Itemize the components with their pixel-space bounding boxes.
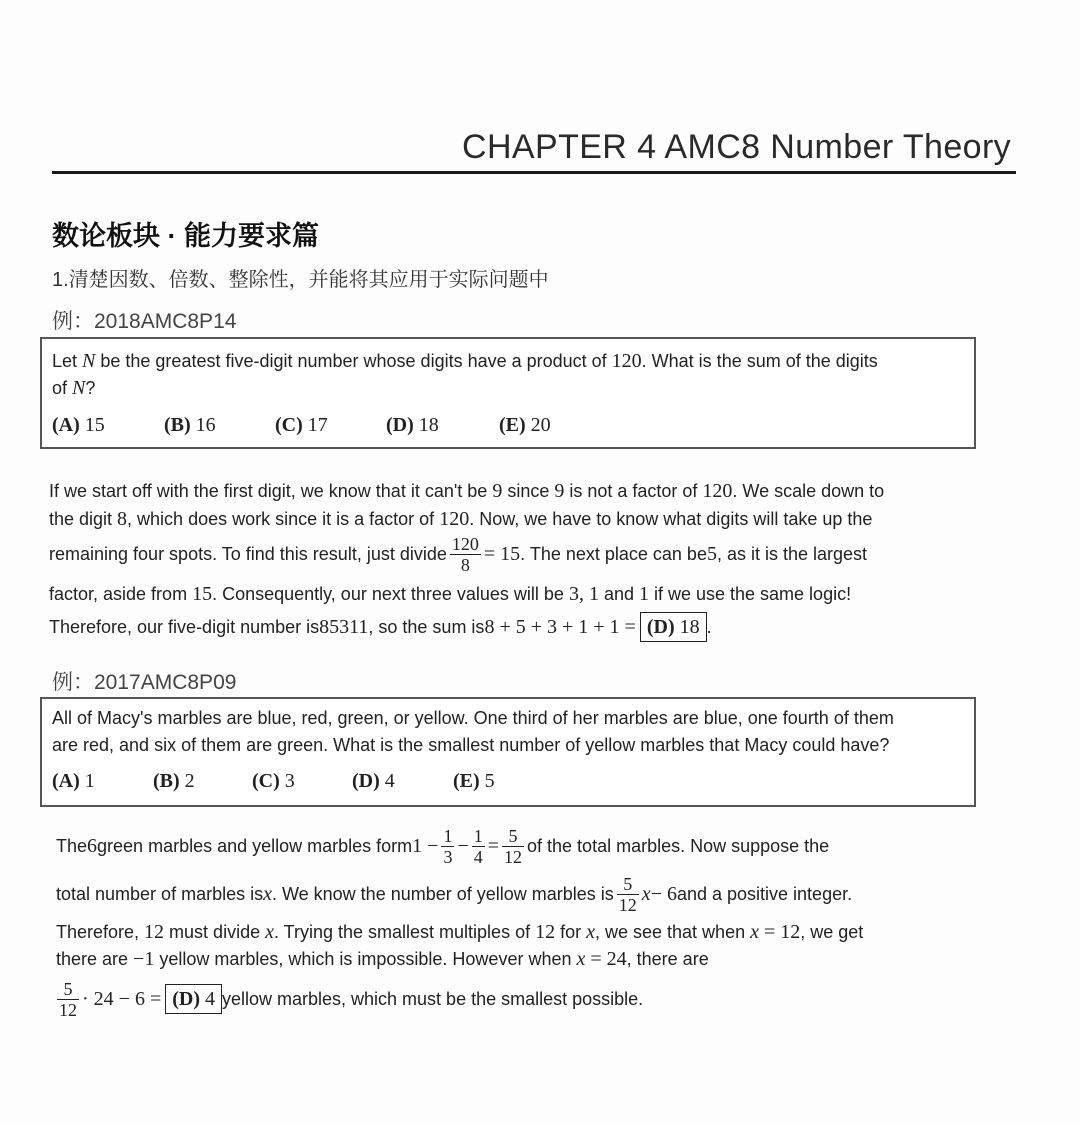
example1-solution-line5: Therefore, our five-digit number is 85311 , so the sum is 8 + 5 + 3 + 1 + 1 = (D) 18 . xyxy=(49,611,712,643)
example1-problem-text: Let N be the greatest five-digit number whose digits have a product of 120. What is the sum of the digits of N? xyxy=(52,350,878,399)
choice-e: (E) 20 xyxy=(499,414,551,436)
example2-choices xyxy=(52,770,495,793)
example2-solution-line4: there are −1 yellow marbles, which is impossible. However when x = 24, there are xyxy=(56,948,709,970)
choice-d: (D) 4 xyxy=(352,770,395,792)
fraction-5-over-12: $\frac{5}{12}$ xyxy=(618,873,637,915)
example2-label: 例：2017AMC8P09 xyxy=(52,671,237,694)
section-heading: 数论板块 · 能力要求篇 xyxy=(52,221,319,251)
fraction-1-over-4: $\frac{1}{4}$ xyxy=(473,825,483,867)
choice-b: (B) 16 xyxy=(164,414,216,436)
choice-d: (D) 18 xyxy=(386,414,439,436)
example1-solution-line1: If we start off with the first digit, we know that it can't be 9 since 9 is not a factor of 120. We scale down to xyxy=(49,480,885,502)
example2-solution-line1: The 6 green marbles and yellow marbles form 1 − $\frac{1}{3}$ − $\frac{1}{4}$ = $\frac{5}{12}$ of the total marbles. Now suppose the xyxy=(56,825,830,867)
example2-problem-text: All of Macy's marbles are blue, red, green, or yellow. One third of her marbles are blue, one fourth of them are red, and six of them are green. What is the smallest number of yellow marbles that Macy could have? xyxy=(52,708,894,755)
example2-solution-line2: total number of marbles is x . We know the number of yellow marbles is $\frac{5}{12}$ x − 6 and a positive integer. xyxy=(56,873,853,915)
choice-c: (C) 3 xyxy=(252,770,295,792)
example1-problem-box xyxy=(40,337,976,449)
choice-a: (A) 1 xyxy=(52,770,95,792)
chapter-title: CHAPTER 4 AMC8 Number Theory xyxy=(462,128,1012,166)
choice-a: (A) 15 xyxy=(52,414,105,436)
fraction-5-over-12: $\frac{5}{12}$ xyxy=(59,978,77,1020)
example1-label: 例：2018AMC8P14 xyxy=(52,310,237,333)
fraction-1-over-3: $\frac{1}{3}$ xyxy=(443,825,453,867)
choice-e: (E) 5 xyxy=(453,770,495,792)
example2-solution-line5: $\frac{5}{12}$ · 24 − 6 = (D) 4 yellow marbles, which must be the smallest possible. xyxy=(59,978,644,1020)
choice-c: (C) 17 xyxy=(275,414,328,436)
fraction-5-over-12: $\frac{5}{12}$ xyxy=(504,825,523,867)
example1-solution-line3: remaining four spots. To find this result, just divide $\frac{120}{8}$ = 15 . The next place can be 5 , as it is the largest xyxy=(49,533,868,575)
chapter-divider xyxy=(52,171,1016,174)
example2-problem-box xyxy=(40,697,976,807)
choice-b: (B) 2 xyxy=(153,770,195,792)
example1-choices xyxy=(52,414,551,437)
example2-solution-line3: Therefore, 12 must divide x. Trying the smallest multiples of 12 for x, we see that when x = 12, we get xyxy=(56,921,864,943)
example1-answer-box: (D) 18 xyxy=(640,612,707,642)
fraction-120-over-8: $\frac{120}{8}$ xyxy=(451,533,479,575)
example1-solution-line4: factor, aside from 15. Consequently, our next three values will be 3, 1 and 1 if we use the same logic! xyxy=(49,583,852,605)
requirement-text: 1.清楚因数、倍数、整除性，并能将其应用于实际问题中 xyxy=(52,269,549,291)
example2-answer-box: (D) 4 xyxy=(165,984,222,1014)
example1-solution-line2: the digit 8, which does work since it is a factor of 120. Now, we have to know what digits will take up the xyxy=(49,508,873,530)
